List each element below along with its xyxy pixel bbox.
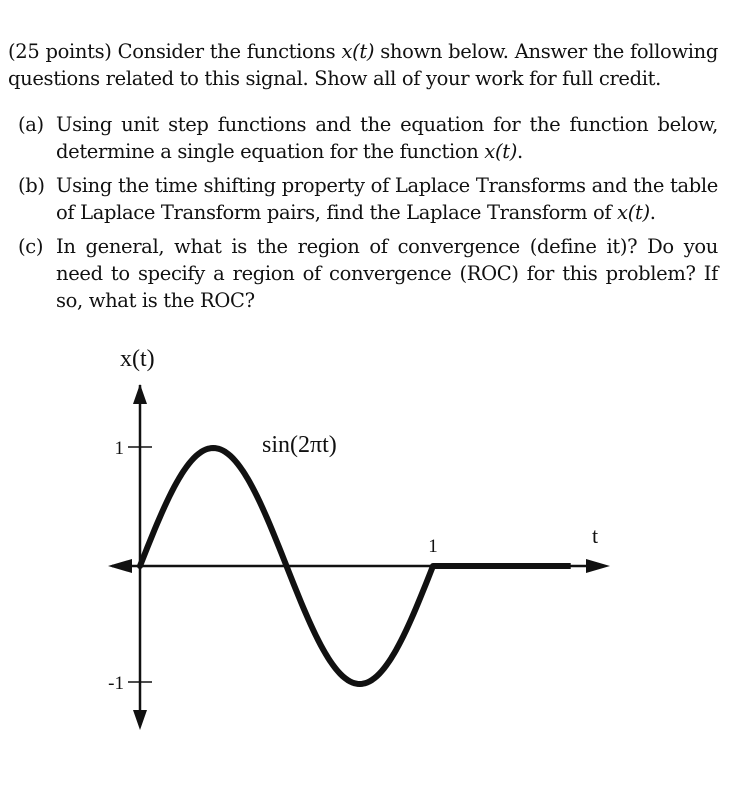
- signal-plot: [0, 330, 756, 750]
- y-axis-arrow-down: [133, 710, 147, 730]
- question-b-label: (b): [18, 174, 45, 197]
- question-b-math-x: x(t): [617, 201, 650, 224]
- question-a-math-x: x(t): [484, 140, 517, 163]
- question-a-text-2: .: [516, 140, 523, 163]
- question-b-text: [56, 172, 718, 226]
- question-c-label: (c): [18, 235, 44, 258]
- question-c: [18, 233, 718, 314]
- problem-intro: [8, 38, 718, 92]
- intro-text-2: shown below. Answer the following questions related to this signal. Show all of your work for full credit.: [8, 40, 719, 90]
- question-a-text-1: Using unit step functions and the equation for the function below, determine a single equation for the function: [56, 113, 718, 163]
- y-axis-label: x(t): [120, 346, 155, 372]
- x-axis-arrow-left: [108, 559, 132, 573]
- intro-math-x: x(t): [341, 40, 375, 63]
- question-a-text: [56, 111, 718, 165]
- intro-text-1: (25 points) Consider the functions: [8, 40, 342, 63]
- x-tick-label-1: 1: [428, 536, 438, 557]
- y-tick-label-neg1: -1: [108, 673, 124, 694]
- question-b-text-2: .: [649, 201, 656, 224]
- question-b-text-1: Using the time shifting property of Laplace Transforms and the table of Laplace Transform pairs, find the Laplace Transform of: [56, 174, 718, 224]
- question-b: [18, 172, 718, 226]
- question-c-text: In general, what is the region of convergence (define it)? Do you need to specify a region of convergence (ROC) for this problem? If so, what is the ROC?: [56, 235, 718, 312]
- y-axis-arrow-up: [133, 384, 147, 404]
- x-axis-arrow-right: [586, 559, 610, 573]
- curve-label: sin(2πt): [262, 432, 337, 458]
- x-axis-label: t: [591, 523, 599, 548]
- question-a: [18, 111, 718, 165]
- question-a-label: (a): [18, 113, 44, 136]
- y-tick-label-1: 1: [114, 438, 124, 459]
